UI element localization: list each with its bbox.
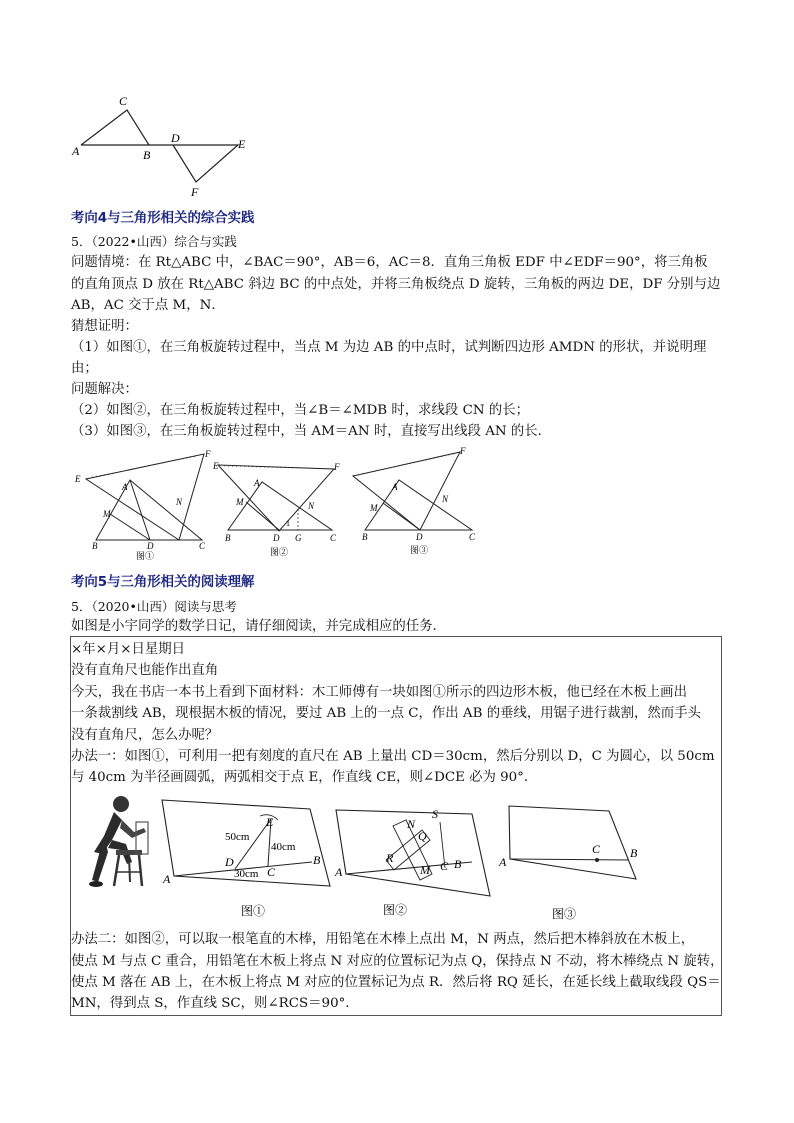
method2-line-3: 使点 M 落在 AB 上，在木板上将点 M 对应的位置标记为点 R．然后将 RQ 延长，在延长线上截取线段 QS＝ (71, 975, 721, 990)
rotation-figure-3 (353, 446, 476, 555)
question-2: （2）如图②，在三角板旋转过程中，当∠B＝∠MDB 时，求线段 CN 的长； (71, 403, 529, 418)
diary-para-line-2: 一条裁割线 AB，现根据木板的情况，要过 AB 上的一点 C，作出 AB 的垂线，用锯子进行裁割，然而手头 (71, 706, 701, 721)
d2-label-A: A (335, 865, 343, 879)
method1-line-2: 与 40cm 为半径画圆弧，两弧相交于点 E，作直线 CE，则∠DCE 必为 90°． (71, 770, 538, 785)
diary-para-line-3: 没有直角尺，怎么办呢？ (71, 728, 219, 743)
question-3: （3）如图③，在三角板旋转过程中，当 AM＝AN 时，直接写出线段 AN 的长． (71, 424, 552, 439)
rotation-figures (68, 446, 488, 564)
f1-label-D: D (147, 541, 154, 551)
method2-line-1: 办法二：如图②，可以取一根笔直的木棒，用铅笔在木棒上点出 M，N 两点，然后把木棒斜放在木板上， (71, 932, 695, 947)
question-1-line-1: （1）如图①，在三角板旋转过程中，当点 M 为边 AB 的中点时，试判断四边形 AMDN 的形状，并说明理 (71, 340, 707, 355)
f3-label-C: C (469, 532, 476, 542)
f3-label-B: B (362, 532, 368, 542)
diary-figure-3 (498, 806, 638, 921)
d1-label-50cm: 50cm (225, 831, 250, 843)
d2-label-Q: Q (418, 829, 427, 843)
label-F: F (191, 185, 199, 199)
f1-caption: 图① (136, 551, 155, 561)
section5-heading: 考向5与三角形相关的阅读理解 (71, 575, 255, 590)
solve-title: 问题解决： (71, 382, 138, 397)
f3-label-N: N (442, 494, 449, 504)
rotation-figure-1 (74, 449, 211, 561)
diary-para-line-1: 今天，我在书店一本书上看到下面材料：木工师傅有一块如图①所示的四边形木板，他已经在木板上画出 (71, 685, 687, 700)
section5-intro: 如图是小宇同学的数学日记，请仔细阅读，并完成相应的任务． (71, 619, 446, 634)
diary-date: ×年×月×日星期日 (71, 642, 186, 657)
f2-label-N: N (308, 501, 315, 511)
section4-heading: 考向4与三角形相关的综合实践 (71, 211, 255, 226)
f3-label-M: M (370, 503, 378, 513)
d3-label-B: B (630, 846, 638, 860)
d2-caption: 图② (383, 903, 408, 917)
d2-label-B: B (454, 857, 462, 871)
d2-label-S: S (432, 807, 438, 821)
section5-source: 5．（2020•山西）阅读与思考 (71, 599, 237, 614)
d1-caption: 图① (241, 904, 266, 918)
question-1-line-2: 由； (71, 361, 98, 376)
context-line-3: AB，AC 交于点 M，N． (71, 298, 225, 313)
f1-label-F: F (205, 449, 211, 459)
f2-label-A: A (254, 478, 260, 488)
rotation-figure-2 (212, 461, 340, 557)
f1-label-N: N (176, 497, 183, 507)
d3-label-C: C (592, 842, 601, 856)
d1-label-40cm: 40cm (271, 841, 296, 853)
problem-source: 5．（2022•山西）综合与实践 (71, 234, 237, 249)
diary-figure-1 (162, 800, 330, 918)
method2-line-4: MN，得到点 S，作直线 SC，则∠RCS＝90°． (71, 996, 359, 1011)
d2-label-R: R (386, 851, 394, 865)
f1-label-E: E (75, 474, 81, 484)
d3-caption: 图③ (552, 907, 577, 921)
diary-figure-2 (334, 807, 490, 917)
d1-label-E: E (266, 815, 274, 829)
label-E: E (238, 137, 246, 151)
f2-caption: 图② (270, 547, 289, 557)
diary-figures (160, 790, 670, 925)
guess-title: 猜想证明： (71, 319, 138, 334)
label-C: C (119, 94, 128, 108)
d1-label-30cm: 30cm (234, 868, 259, 880)
f3-label-D: D (416, 532, 423, 542)
label-A: A (72, 144, 80, 158)
f1-label-C: C (199, 541, 206, 551)
f2-angle-1: 1 (286, 519, 290, 528)
d2-label-N: N (407, 817, 416, 831)
method2-line-2: 使点 M 与点 C 重合，用铅笔在木板上将点 N 对应的位置标记为点 Q，保持点 N 不动，将木棒绕点 N 旋转， (71, 954, 724, 969)
f2-label-F: F (334, 462, 340, 472)
carpenter-illustration (74, 792, 158, 890)
f1-label-B: B (92, 541, 98, 551)
d1-label-A: A (163, 872, 171, 886)
f2-label-D: D (273, 533, 280, 543)
d1-label-C: C (267, 865, 276, 879)
d1-label-B: B (313, 853, 321, 867)
f2-label-C: C (330, 533, 337, 543)
f3-label-F: F (460, 446, 466, 456)
label-B: B (143, 148, 151, 162)
f2-label-M: M (236, 497, 244, 507)
top-triangle-figure (60, 90, 270, 200)
context-line-2: 的直角顶点 D 放在 Rt△ABC 斜边 BC 的中点处，并将三角板绕点 D 旋转，三角板的两边 DE，DF 分别与边 (71, 277, 721, 292)
f2-label-B: B (225, 533, 231, 543)
d2-label-C: C (440, 859, 449, 873)
label-D: D (171, 131, 180, 145)
f2-label-E: E (213, 461, 219, 471)
f2-label-G: G (295, 533, 302, 543)
d3-label-A: A (499, 855, 507, 869)
f3-label-A: A (392, 482, 398, 492)
f1-label-M: M (103, 509, 111, 519)
method1-line-1: 办法一：如图①，可利用一把有刻度的直尺在 AB 上量出 CD＝30cm，然后分别以 D，C 为圆心，以 50cm (71, 749, 715, 764)
f1-label-A: A (122, 482, 128, 492)
diary-title: 没有直角尺也能作出直角 (71, 663, 219, 678)
f3-caption: 图③ (410, 545, 429, 555)
context-line-1: 问题情境：在 Rt△ABC 中，∠BAC＝90°，AB＝6，AC＝8．直角三角板 EDF 中∠EDF＝90°，将三角板 (71, 255, 708, 270)
d1-label-D: D (225, 855, 234, 869)
d2-label-M: M (420, 863, 430, 877)
